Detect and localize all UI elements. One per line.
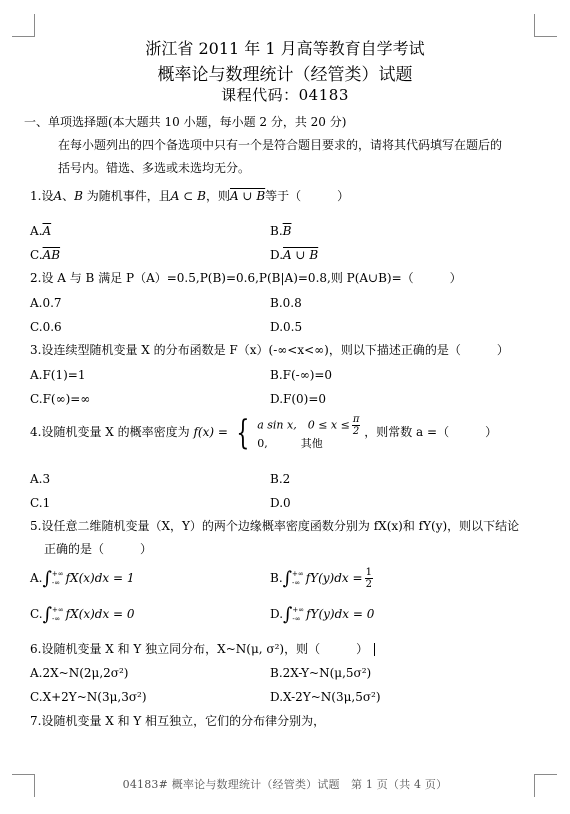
text-cursor [374, 643, 375, 656]
q1-condition: A ⊂ B [170, 189, 206, 203]
q1-event-a: A [53, 189, 63, 203]
question-3: 3.设连续型随机变量 X 的分布函数是 F（x）(-∞<x<∞)，则以下描述正确的是（ ） [30, 343, 509, 357]
crop-mark-top-right [534, 14, 557, 37]
q3-option-c: C.F(∞)=∞ [30, 392, 91, 406]
section-title: 一、单项选择题(本大题共 10 小题，每小题 2 分，共 20 分) [24, 115, 347, 129]
q4-option-a: A.3 [30, 472, 51, 486]
q3-option-a: A.F(1)=1 [30, 368, 86, 382]
q1-tail: 等于（ ） [265, 189, 350, 203]
q4-pi-over-2: $\frac{\pi}{2}$ [352, 414, 360, 437]
q1-option-d: D.A ∪ B [270, 248, 319, 262]
q2-option-a: A.0.7 [30, 296, 62, 310]
q1-option-a: $A.\overline{A}$ [30, 224, 52, 238]
question-7: 7.设随机变量 X 和 Y 相互独立，它们的分布律分别为， [30, 714, 326, 728]
q4-prefix: 4.设随机变量 X 的概率密度为 [30, 425, 190, 439]
q1-option-c: $C.\overline{AB}$ [30, 248, 61, 262]
q5-option-d: D.∫ +∞ -∞ fY(y)dx = 0 [270, 603, 375, 625]
exam-title-line2: 概率论与数理统计（经管类）试题 [157, 65, 413, 85]
q4-brace: { [236, 412, 250, 453]
course-code: 课程代码：04183 [221, 86, 349, 104]
question-6: 6.设随机变量 X 和 Y 独立同分布，X~N(μ, σ²)，则（ ） [30, 641, 375, 657]
q1-expression: A ∪ B [229, 189, 266, 203]
q3-option-b: B.F(-∞)=0 [270, 368, 333, 382]
q5-option-b: B.∫ +∞ -∞ fY(y)dx = $\frac{1}{2}$ [270, 567, 372, 590]
q3-option-d: D.F(0)=0 [270, 392, 327, 406]
section-instruction-line1: 在每小题列出的四个备选项中只有一个是符合题目要求的，请将其代码填写在题后的 [58, 138, 503, 152]
q5-option-a: A.∫ +∞ -∞ fX(x)dx = 1 [30, 567, 135, 589]
question-5-line2: 正确的是（ ） [44, 542, 153, 556]
q1-middle: 为随机事件，且 [82, 189, 171, 203]
q1-post: ，则 [205, 189, 230, 203]
section-instruction-line2: 括号内。错选、多选或未选均无分。 [58, 161, 251, 175]
q6-option-c: C.X+2Y~N(3μ,3σ²) [30, 690, 147, 704]
q4-piecewise [257, 414, 360, 451]
q6-option-b: B.2X-Y~N(μ,5σ²) [270, 666, 372, 680]
question-5-line1: 5.设任意二维随机变量（X，Y）的两个边缘概率密度函数分别为 fX(x)和 fY(y)，则以下结论 [30, 519, 520, 533]
page-footer: 04183# 概率论与数理统计（经管类）试题 第 1 页（共 4 页） [122, 778, 448, 791]
q4-function: f(x) = [193, 425, 228, 439]
q4-option-c: C.1 [30, 496, 51, 510]
q4-suffix: ，则常数 a =（ ） [364, 425, 498, 439]
q1-prefix: 1.设 [30, 189, 54, 203]
q1-option-b: $B.\overline{B}$ [270, 224, 292, 238]
question-2: 2.设 A 与 B 满足 P（A）=0.5,P(B)=0.6,P(B|A)=0.8,则 P(A∪B)=（ ） [30, 271, 462, 285]
q4-option-b: B.2 [270, 472, 291, 486]
q2-option-d: D.0.5 [270, 320, 303, 334]
exam-title-line1: 浙江省 2011 年 1 月高等教育自学考试 [145, 39, 425, 58]
question-4 [30, 412, 497, 452]
q4-case-2: 0, 其他 [257, 437, 323, 450]
q1-event-b: B [74, 189, 83, 203]
question-1 [30, 188, 349, 204]
q2-option-b: B.0.8 [270, 296, 302, 310]
q4-case-1: a sin x, 0 ≤ x ≤ [257, 418, 350, 432]
q6-option-d: D.X-2Y~N(3μ,5σ²) [270, 690, 381, 704]
q2-option-c: C.0.6 [30, 320, 62, 334]
q5-option-c: C.∫ +∞ -∞ fX(x)dx = 0 [30, 603, 135, 625]
q1-separator: 、 [62, 189, 75, 203]
crop-mark-top-left [12, 14, 35, 37]
q4-option-d: D.0 [270, 496, 291, 510]
q6-option-a: A.2X~N(2μ,2σ²) [30, 666, 129, 680]
